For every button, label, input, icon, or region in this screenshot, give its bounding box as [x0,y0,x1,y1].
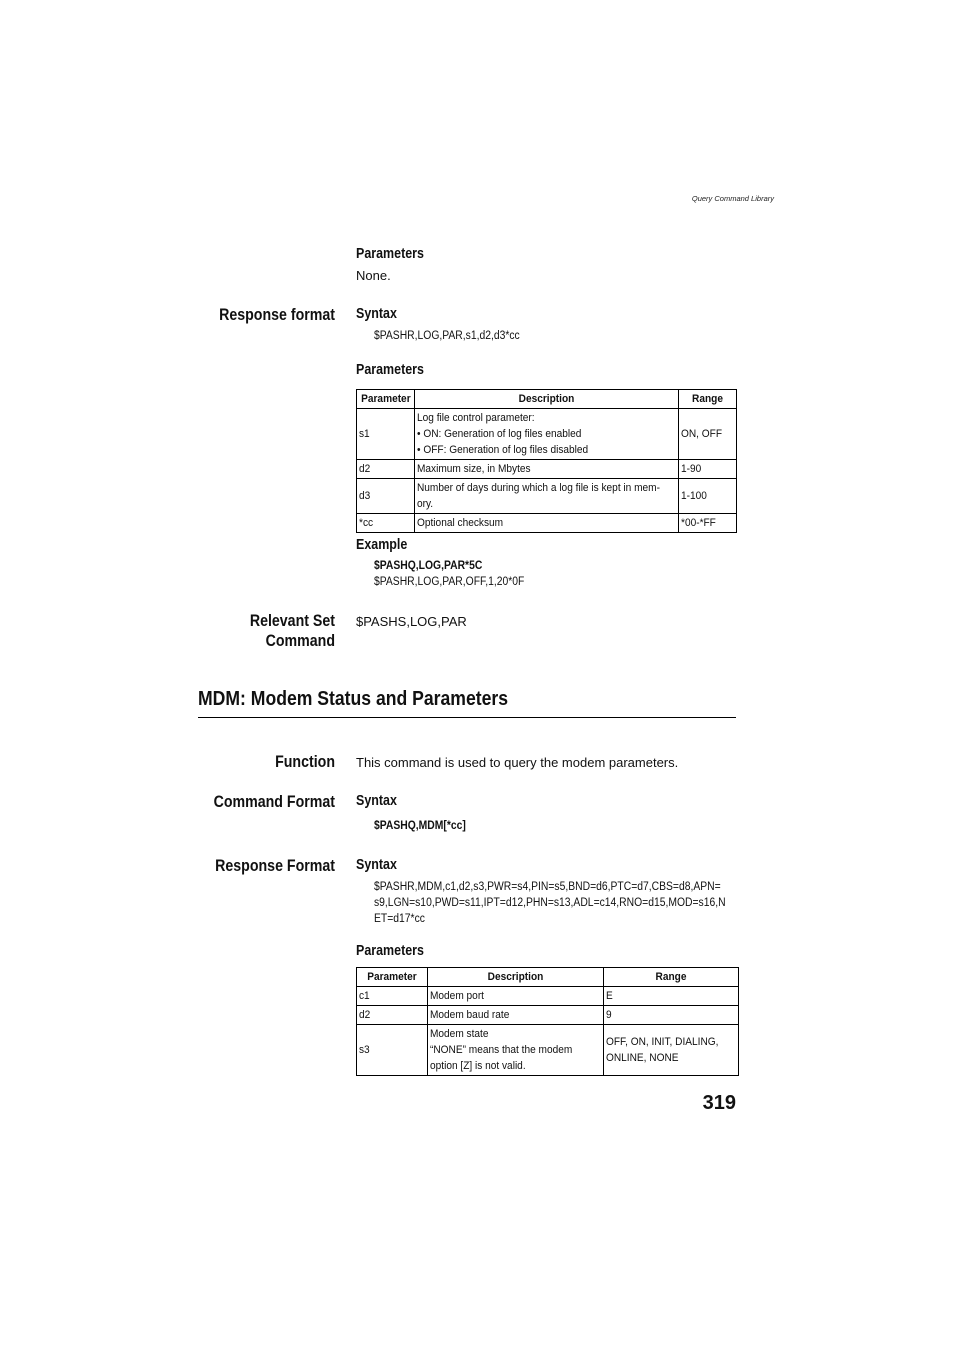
relevant-set-label-line2: Command [265,632,335,650]
range-cell: *00-*FF [679,514,737,533]
description-cell: Number of days during which a log file is kept in mem- ory. [415,479,679,514]
column-header-parameter: Parameter [357,390,415,409]
section-title: MDM: Modem Status and Parameters [198,688,509,710]
table-row [357,409,737,460]
description-cell: Modem state “NONE” means that the modem option [Z] is not valid. [428,1025,604,1076]
column-header-parameter: Parameter [357,968,428,987]
relevant-set-command: $PASHS,LOG,PAR [356,614,467,629]
table-header-row [357,968,739,987]
description-cell: Maximum size, in Mbytes [415,460,679,479]
example-heading: Example [356,537,408,553]
param-cell: *cc [357,514,415,533]
response-syntax-text [374,879,734,927]
table-row [357,514,737,533]
table-row [357,1025,739,1076]
command-syntax-text: $PASHQ,MDM[*cc] [374,820,466,832]
section-divider [198,717,736,718]
response-format-label-mdm: Response Format [215,857,335,875]
response-syntax-text: $PASHR,LOG,PAR,s1,d2,d3*cc [374,330,520,342]
column-header-description: Description [415,390,679,409]
function-label: Function [275,753,335,771]
command-syntax-heading: Syntax [356,793,397,809]
command-format-label: Command Format [213,793,335,811]
param-cell: d2 [357,460,415,479]
running-header: Query Command Library [691,194,774,203]
param-cell: d3 [357,479,415,514]
example-response: $PASHR,LOG,PAR,OFF,1,20*0F [374,576,525,588]
description-cell: Log file control parameter: • ON: Generation of log files enabled • OFF: Generation of log files disabled [415,409,679,460]
param-cell: s1 [357,409,415,460]
range-cell: 1-90 [679,460,737,479]
table-row [357,987,739,1006]
relevant-set-label-line1: Relevant Set [249,612,335,630]
range-cell: E [604,987,739,1006]
syntax-heading: Syntax [356,306,397,322]
param-cell: s3 [357,1025,428,1076]
range-cell: 9 [604,1006,739,1025]
response-syntax-line: $PASHR,MDM,c1,d2,s3,PWR=s4,PIN=s5,BND=d6,PTC=d7,CBS=d8,APN= [374,881,721,893]
description-cell: Modem baud rate [428,1006,604,1025]
description-cell: Modem port [428,987,604,1006]
page-number: 319 [702,1092,736,1114]
table-row [357,1006,739,1025]
range-cell: 1-100 [679,479,737,514]
column-header-range: Range [604,968,739,987]
range-cell: OFF, ON, INIT, DIALING, ONLINE, NONE [604,1025,739,1076]
function-text: This command is used to query the modem parameters. [356,755,679,770]
mdm-parameters-table [356,967,739,1076]
column-header-description: Description [428,968,604,987]
table-row [357,479,737,514]
response-syntax-line: ET=d17*cc [374,913,425,925]
response-format-label: Response format [219,306,335,324]
table-row [357,460,737,479]
mdm-parameters-heading: Parameters [356,943,424,959]
response-parameters-heading: Parameters [356,362,424,378]
param-cell: d2 [357,1006,428,1025]
example-command: $PASHQ,LOG,PAR*5C [374,560,483,572]
parameters-none-text: None. [356,268,391,283]
log-parameters-table [356,389,737,533]
response-syntax-heading: Syntax [356,857,397,873]
param-cell: c1 [357,987,428,1006]
response-syntax-line: s9,LGN=s10,PWD=s11,IPT=d12,PHN=s13,ADL=c14,RNO=d15,MOD=s16,N [374,897,726,909]
description-cell: Optional checksum [415,514,679,533]
range-cell: ON, OFF [679,409,737,460]
column-header-range: Range [679,390,737,409]
table-header-row [357,390,737,409]
parameters-heading: Parameters [356,246,424,262]
